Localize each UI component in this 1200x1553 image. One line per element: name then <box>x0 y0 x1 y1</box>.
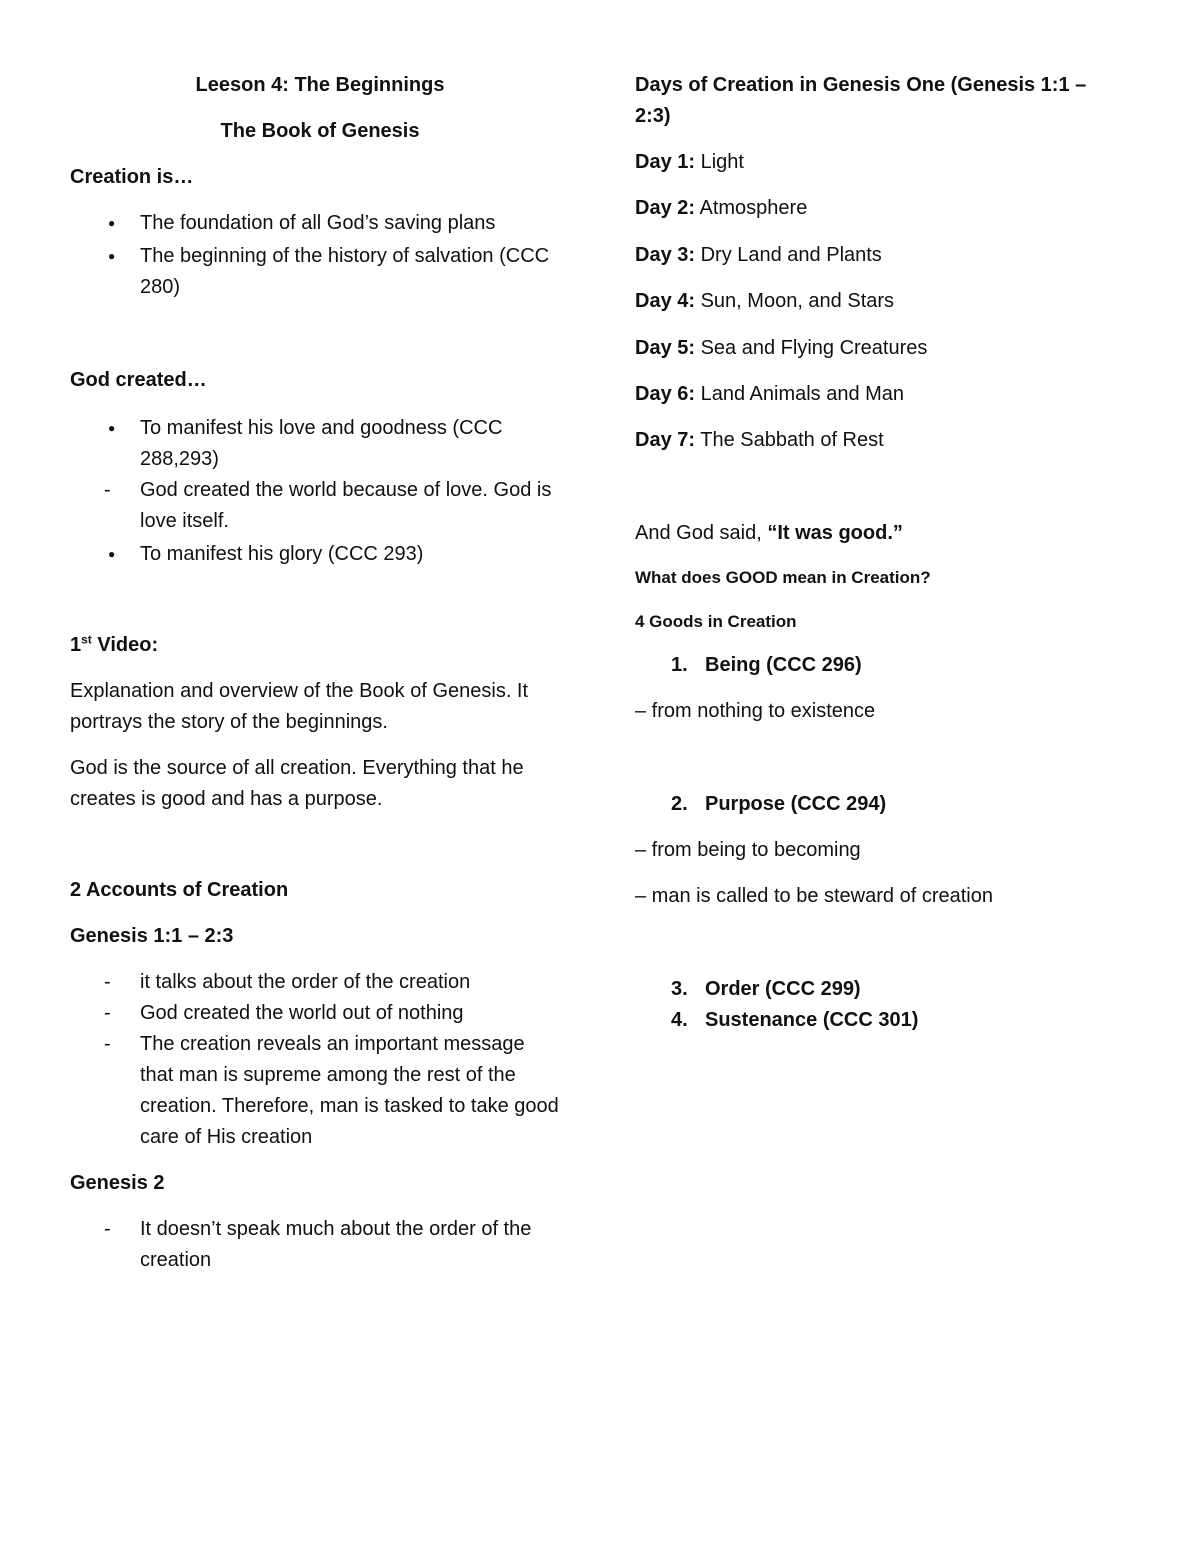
list-item-text: To manifest his glory (CCC 293) <box>140 543 424 565</box>
day-label: Day 6: <box>635 383 696 405</box>
day-label: Day 4: <box>635 290 696 312</box>
god-created-heading: God created… <box>70 369 207 391</box>
genesis-2-list <box>70 1214 570 1276</box>
good-number: 1. <box>671 654 688 676</box>
list-item <box>70 1214 570 1276</box>
video-heading-text: Video: <box>91 634 159 656</box>
goods-heading: 4 Goods in Creation <box>635 612 797 631</box>
list-item <box>70 539 570 570</box>
day-item <box>635 379 1105 410</box>
day-item <box>635 286 1105 317</box>
being-note: – from nothing to existence <box>635 700 876 722</box>
list-item <box>70 208 570 239</box>
video-paragraph-2: God is the source of all creation. Everything that he creates is good and has a purpose. <box>70 757 524 810</box>
bullet-icon: ● <box>108 421 116 435</box>
good-label: Purpose (CCC 294) <box>705 793 887 815</box>
dash-marker: - <box>104 971 111 993</box>
day-text: Sun, Moon, and Stars <box>695 290 895 312</box>
list-item-text: The creation reveals an important message that man is supreme among the rest of the creation. Therefore, man is tasked to take good care of His creation <box>140 1033 559 1148</box>
day-text: Land Animals and Man <box>695 383 905 405</box>
genesis-1-list <box>70 967 570 1153</box>
list-item-text: God created the world because of love. God is love itself. <box>140 479 552 532</box>
purpose-note-1: – from being to becoming <box>635 839 861 861</box>
dash-marker: - <box>104 1002 111 1024</box>
day-item <box>635 333 1105 364</box>
bullet-icon: ● <box>108 216 116 230</box>
accounts-heading: 2 Accounts of Creation <box>70 879 289 901</box>
right-column <box>635 70 1105 1036</box>
dash-marker: - <box>104 479 111 501</box>
dash-marker: - <box>104 1218 111 1240</box>
good-item-purpose <box>635 789 1105 820</box>
bullet-icon: ● <box>108 547 116 561</box>
good-item-sustenance <box>635 1005 1105 1036</box>
list-item <box>70 967 570 998</box>
creation-list <box>70 208 570 303</box>
day-label: Day 5: <box>635 337 696 359</box>
list-item-text: To manifest his love and goodness (CCC 288,293) <box>140 417 503 470</box>
creation-heading: Creation is… <box>70 166 194 188</box>
dash-marker: - <box>104 1033 111 1055</box>
video-heading <box>70 630 570 661</box>
genesis-1-heading: Genesis 1:1 – 2:3 <box>70 925 234 947</box>
good-label: Sustenance (CCC 301) <box>705 1009 919 1031</box>
good-question: What does GOOD mean in Creation? <box>635 568 931 587</box>
left-column <box>70 70 570 1276</box>
purpose-note-2: – man is called to be steward of creation <box>635 885 993 907</box>
list-item <box>70 241 570 303</box>
day-text: Light <box>695 151 744 173</box>
day-text: Atmosphere <box>695 197 808 219</box>
day-item <box>635 425 1105 456</box>
good-label: Order (CCC 299) <box>705 978 861 1000</box>
day-label: Day 7: <box>635 429 696 451</box>
video-heading-number: 1 <box>70 634 82 656</box>
good-label: Being (CCC 296) <box>705 654 862 676</box>
day-label: Day 1: <box>635 151 696 173</box>
day-text: Dry Land and Plants <box>695 244 882 266</box>
days-list <box>635 147 1105 456</box>
lesson-title: Leeson 4: The Beginnings <box>195 74 445 96</box>
day-text: Sea and Flying Creatures <box>695 337 928 359</box>
day-label: Day 2: <box>635 197 696 219</box>
list-item-text: The beginning of the history of salvation (CCC 280) <box>140 245 550 298</box>
good-number: 2. <box>671 793 688 815</box>
list-item-text: It doesn’t speak much about the order of the creation <box>140 1218 532 1271</box>
day-item <box>635 147 1105 178</box>
day-item <box>635 193 1105 224</box>
good-item-being <box>635 650 1105 681</box>
list-item <box>70 475 570 537</box>
lesson-subtitle: The Book of Genesis <box>220 120 420 142</box>
video-heading-superscript: st <box>81 632 92 647</box>
day-label: Day 3: <box>635 244 696 266</box>
days-heading: Days of Creation in Genesis One (Genesis 1:1 – 2:3) <box>635 74 1087 127</box>
list-item-text: it talks about the order of the creation <box>140 971 471 993</box>
god-said-quote: “It was good.” <box>767 522 903 544</box>
day-text: The Sabbath of Rest <box>695 429 884 451</box>
list-item-text: God created the world out of nothing <box>140 1002 464 1024</box>
good-number: 3. <box>671 978 688 1000</box>
list-item <box>70 413 570 475</box>
good-item-order <box>635 974 1105 1005</box>
bullet-icon: ● <box>108 249 116 263</box>
god-said-line <box>635 518 1105 549</box>
genesis-2-heading: Genesis 2 <box>70 1172 165 1194</box>
good-number: 4. <box>671 1009 688 1031</box>
day-item <box>635 240 1105 271</box>
god-created-list <box>70 413 570 570</box>
god-said-prefix: And God said, <box>635 522 768 544</box>
video-paragraph-1: Explanation and overview of the Book of Genesis. It portrays the story of the beginnings. <box>70 680 529 733</box>
list-item <box>70 998 570 1029</box>
list-item <box>70 1029 570 1153</box>
list-item-text: The foundation of all God’s saving plans <box>140 212 496 234</box>
